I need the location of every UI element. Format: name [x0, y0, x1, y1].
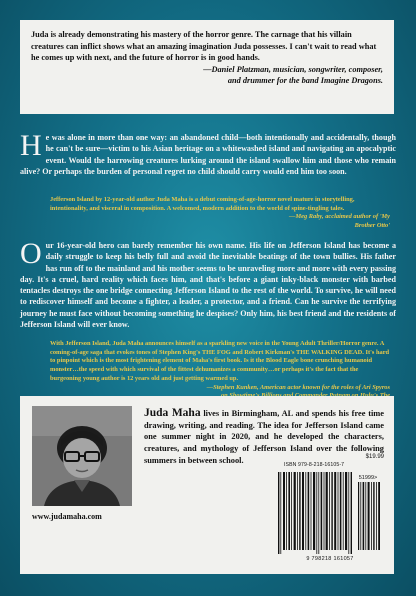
- review-1-attribution-1: —Meg Raby, acclaimed author of 'My: [289, 213, 390, 221]
- barcode-icon: [278, 470, 382, 554]
- author-bio-text: lives in Birmingham, AL and spends his free time drawing, writing, and reading. The idea for Jefferson Island came one summer night in 2020, and he developed the characters, creatures, and mythology of Jefferson Island over the following summers in between school.: [144, 409, 385, 465]
- author-photo: [32, 406, 132, 506]
- top-endorsement-text: Juda is already demonstrating his mastery of the horror genre. The carnage that his villain creatures can inflict shows what an amazing imagination Juda possesses. I can't wait to read what he comes up with next, and the future of horror is in good hands.: [31, 30, 377, 63]
- barcode-digits: 9 798218 161057: [306, 556, 354, 562]
- synopsis-paragraph-1: [20, 129, 396, 177]
- review-1-attribution-2: Brother Otto': [354, 222, 390, 230]
- dropcap-h: H: [20, 129, 42, 162]
- author-website: www.judamaha.com: [32, 512, 102, 521]
- author-portrait-icon: [32, 406, 132, 506]
- synopsis-paragraph-2: [20, 237, 396, 330]
- author-panel: [20, 396, 394, 574]
- price-label: $19.99: [365, 454, 384, 460]
- review-1-text: Jefferson Island by 12-year-old author Juda Maha is a debut coming-of-age-horror novel mature in storytelling, intentionality, and visceral in composition. A welcomed, modern addition to the world of spine-tingling tales.: [50, 196, 355, 212]
- isbn-barcode: [268, 454, 388, 567]
- top-endorsement: [20, 20, 394, 114]
- top-endorsement-attribution-2: and drummer for the band Imagine Dragons.: [227, 76, 383, 86]
- review-2-attribution-1: —Stephen Kunken, American actor known for the roles of Ari Spyros: [206, 383, 390, 391]
- synopsis-1-text: e was alone in more than one way: an abandoned child—both intentionally and accidentally, though he can't be sure—victim to his Asian heritage on a whitewashed island and navigating an apocalyptic event. Would the harrowing creatures lurking around the island swallow him and those who remain alive? Or perhaps the burden of personal regret no child should carry would end him too soon.: [20, 133, 396, 176]
- author-name: Juda Maha: [144, 407, 201, 419]
- synopsis-2-text: ur 16-year-old hero can barely remember his own name. His life on Jefferson Island has become a daily struggle to keep his belly full and avoid the inevitable beatings of the town bullies. His father has run off to the mainland and his mother seems to be unraveling more and more with every passing day. It's a cruel, hard reality which faces him, and that's before a giant inky-black monster with barbed tentacles destroys the one bridge connecting Jefferson Island to the rest of the world. To survive, he will need to rediscover himself and become a fighter, a leader, a protector, and a friend. Can he survive the terrifying journey he must face without becoming something he despises? Only him, his best friend and the residents of Jefferson Island will ever know.: [20, 241, 396, 330]
- isbn-label: ISBN 979-8-218-16105-7: [284, 462, 345, 468]
- review-2-text: With Jefferson Island, Juda Maha announces himself as a sparkling new voice in the Young Adult Thriller/Horror genre. A coming-of-age saga that evokes tones of Stephen King's THE FOG and Robert Kirkman's THE WALKING DEAD. It's hard to pinpoint which is the most frightening element of Maha's first book. Is it the Blood Eagle bone crunching humanoid monster…the speed with which survival of the fittest dehumanizes a community…or perhaps it's the fact that the burgeoning young author is 12 years old and just getting warmed up.: [50, 340, 390, 382]
- top-endorsement-attribution-1: —Daniel Platzman, musician, songwriter, composer,: [203, 64, 383, 74]
- dropcap-o: O: [20, 237, 42, 270]
- review-meg-raby: [50, 196, 390, 231]
- barcode-addon-text: 51999>: [358, 475, 378, 481]
